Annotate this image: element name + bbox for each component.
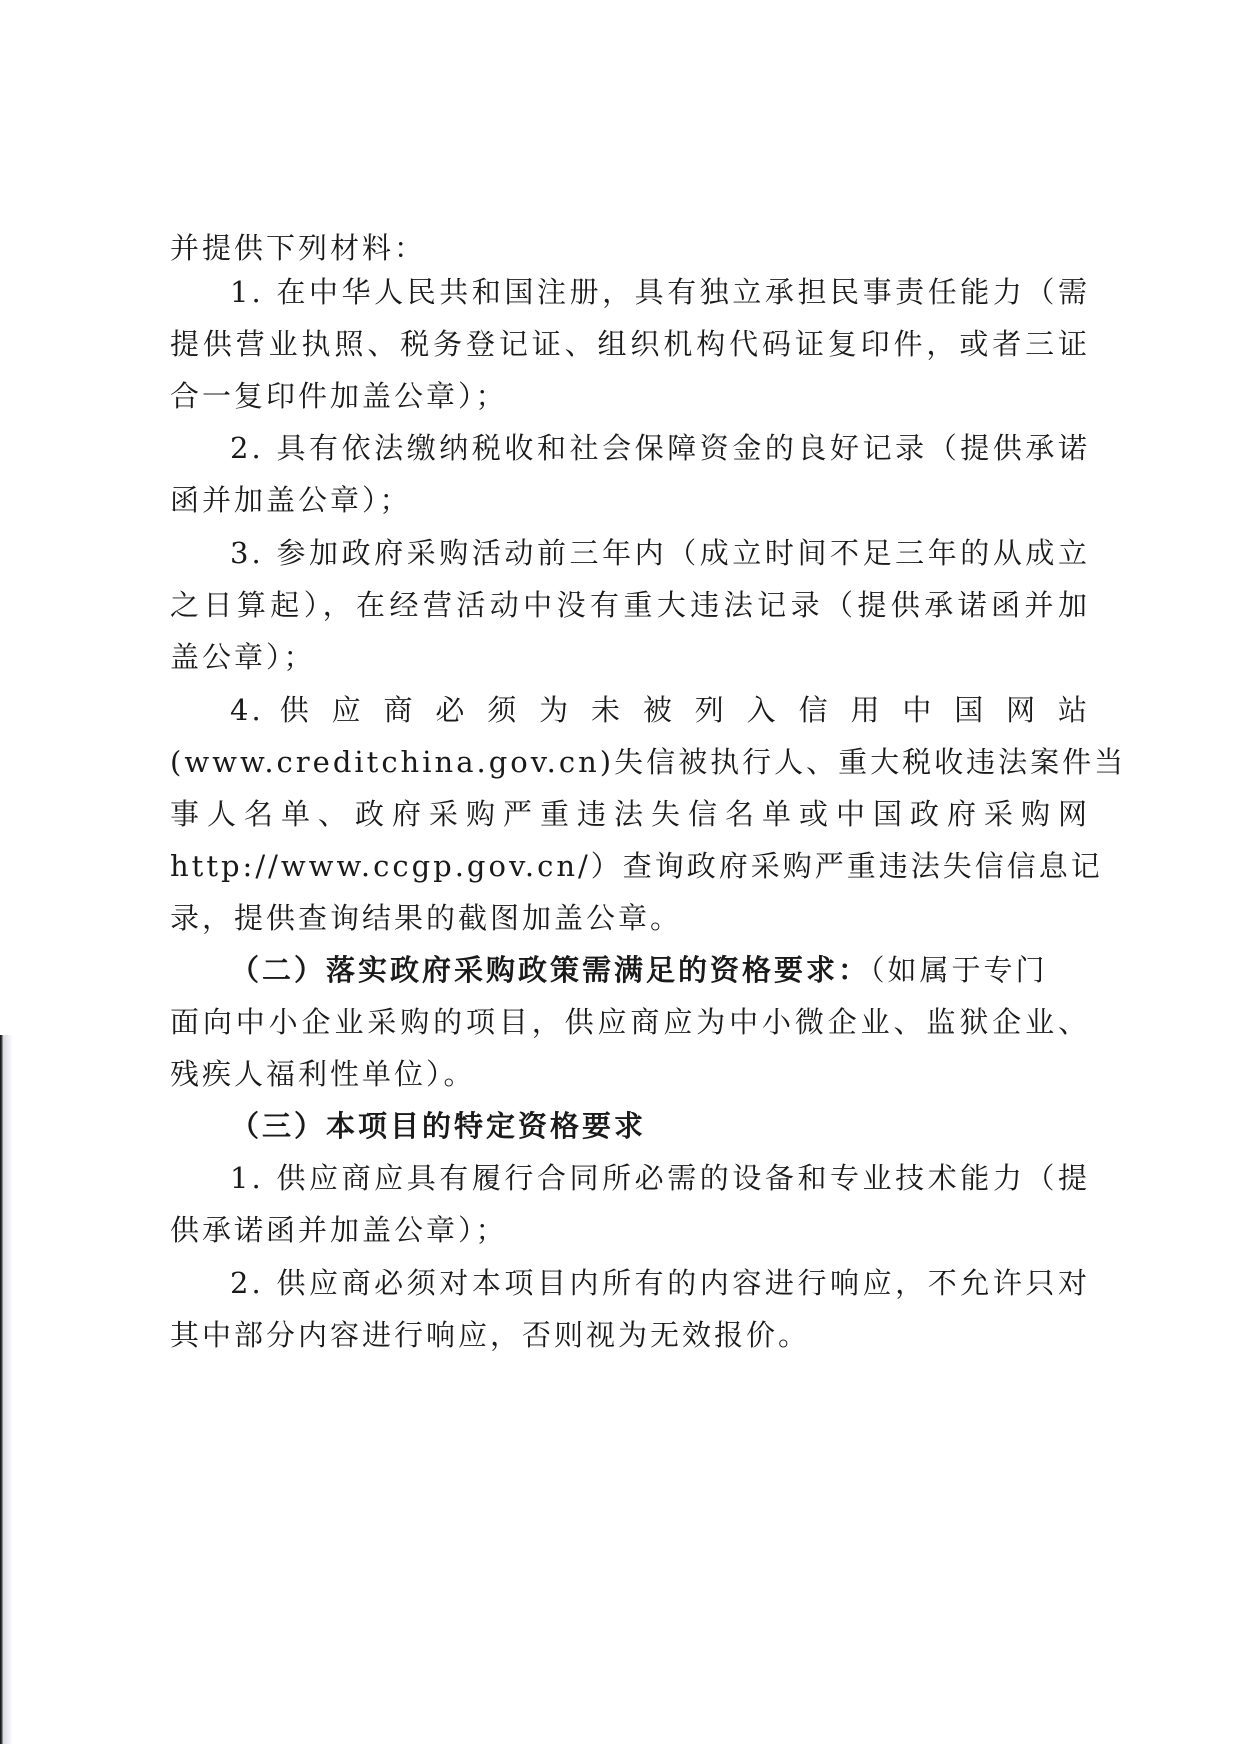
section-three-heading: （三）本项目的特定资格要求 bbox=[230, 1109, 647, 1143]
requirement-1-line-1: 1. 在中华人民共和国注册，具有独立承担民事责任能力（需 bbox=[230, 275, 1090, 309]
section-two-paragraph bbox=[230, 950, 1048, 990]
specific-requirement-2-line-1: 2. 供应商必须对本项目内所有的内容进行响应，不允许只对 bbox=[230, 1266, 1090, 1300]
section-two-line-1: （如属于专门 bbox=[870, 953, 1048, 987]
intro-text: 并提供下列材料： bbox=[170, 231, 427, 265]
requirement-4-line-4: http://www.ccgp.gov.cn/）查询政府采购严重违法失信信息记 bbox=[170, 849, 1103, 883]
scan-edge-shadow bbox=[3, 1035, 13, 1744]
specific-requirement-1-line-1: 1. 供应商应具有履行合同所必需的设备和专业技术能力（提 bbox=[230, 1161, 1090, 1195]
requirement-3-line-3: 盖公章）； bbox=[170, 640, 316, 674]
section-two-line-2: 面向中小企业采购的项目，供应商应为中小微企业、监狱企业、 bbox=[170, 1005, 1090, 1039]
specific-requirement-1-line-2: 供承诺函并加盖公章）； bbox=[170, 1213, 508, 1247]
requirement-2-line-1: 2. 具有依法缴纳税收和社会保障资金的良好记录（提供承诺 bbox=[230, 431, 1090, 465]
requirement-3-line-1: 3. 参加政府采购活动前三年内（成立时间不足三年的从成立 bbox=[230, 536, 1090, 570]
requirement-1-line-3: 合一复印件加盖公章）； bbox=[170, 379, 508, 413]
requirement-4-line-3: 事人名单、政府采购严重违法失信名单或中国政府采购网 bbox=[170, 797, 1090, 831]
specific-requirement-2-line-2: 其中部分内容进行响应，否则视为无效报价。 bbox=[170, 1318, 811, 1352]
requirement-1-line-2: 提供营业执照、税务登记证、组织机构代码证复印件，或者三证 bbox=[170, 327, 1090, 361]
requirement-4-line-2: (www.creditchina.gov.cn)失信被执行人、重大税收违法案件当 bbox=[170, 745, 1127, 779]
section-two-heading: （二）落实政府采购政策需满足的资格要求： bbox=[230, 953, 871, 987]
requirement-3-line-2: 之日算起），在经营活动中没有重大违法记录（提供承诺函并加 bbox=[170, 588, 1090, 622]
requirement-4-line-1: 4. 供 应 商 必 须 为 未 被 列 入 信 用 中 国 网 站 bbox=[230, 693, 1090, 727]
section-two-line-3: 残疾人福利性单位）。 bbox=[170, 1057, 476, 1091]
requirement-2-line-2: 函并加盖公章）； bbox=[170, 483, 412, 517]
requirement-4-line-5: 录，提供查询结果的截图加盖公章。 bbox=[170, 901, 683, 935]
